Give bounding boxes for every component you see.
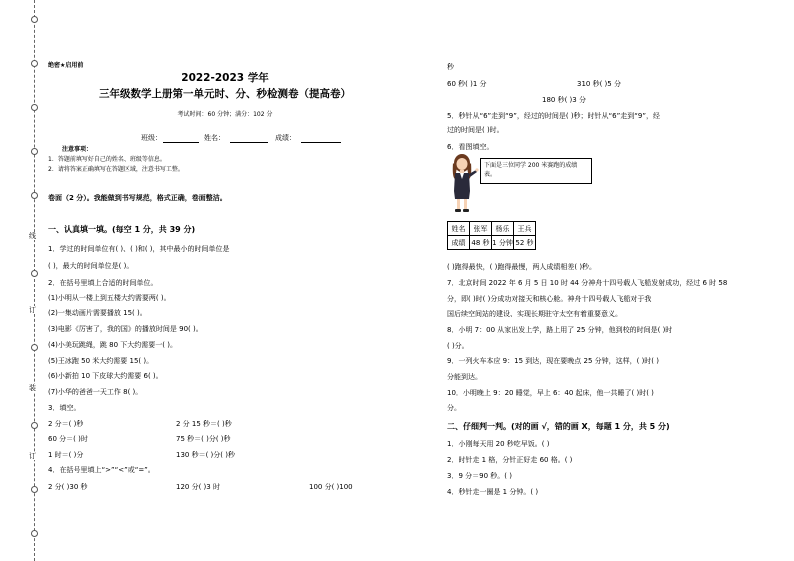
question-text: 180 秒( )3 分 xyxy=(542,96,586,104)
question-text: 国后续空间站的建设、实现长期驻守太空有着重要意义。 xyxy=(447,310,622,318)
question-text: (7)小华的爸爸一天工作 8( )。 xyxy=(48,388,143,396)
notes-line: 2．请将答案正确填写在答题区域，注意书写工整。 xyxy=(48,166,184,173)
question-text: 1．学过的时间单位有( )、( )和( )，其中最小的时间单位是 xyxy=(48,245,230,253)
question-text: 2 分＝( )秒 xyxy=(48,420,84,428)
question-text: (3)电影《厉害了，我的国》的播放时间是 90( )。 xyxy=(48,325,203,333)
binding-mark-install: 装 xyxy=(29,384,36,392)
question-text: 3．9 分＝90 秒。( ) xyxy=(447,472,512,480)
table-cell: 52 秒 xyxy=(514,236,536,250)
binding-mark-order: 订 xyxy=(29,452,36,460)
binding-circle xyxy=(31,270,37,276)
question-text: (5)王冰跑 50 米大约需要 15( )。 xyxy=(48,357,154,365)
secret-label: 绝密★启用前 xyxy=(48,62,84,69)
binding-circle xyxy=(31,422,37,428)
question-text: 9．一列火车本应 9：15 到达，现在要晚点 25 分钟，这样，( )时( ) xyxy=(447,357,659,365)
question-text: 6．看图填空。 xyxy=(447,143,494,151)
table-cell: 1 分钟 xyxy=(492,236,514,250)
question-text: 分，即( )时( )分成功对接天和核心舱。神舟十四号载人飞船对于我 xyxy=(447,295,652,303)
question-text: (2)一集动画片需要播放 15( )。 xyxy=(48,309,147,317)
table-header-cell: 王兵 xyxy=(514,222,536,236)
name-label: 姓名： xyxy=(204,134,225,142)
speech-bubble-text: 下面是三位同学 200 米赛跑的成绩表。 xyxy=(484,162,578,178)
question-text: 2 分 15 秒＝( )秒 xyxy=(176,420,232,428)
question-text: 1 时＝( )分 xyxy=(48,451,84,459)
binding-circle xyxy=(31,344,37,350)
teacher-illustration xyxy=(446,153,480,213)
question-text: 7．北京时间 2022 年 6 月 5 日 10 时 44 分神舟十四号载人飞船发射成功，经过 6 时 58 xyxy=(447,279,728,287)
question-text: 10．小明晚上 9：20 睡觉，早上 6：40 起床，他一共睡了( )时( ) xyxy=(447,389,654,397)
question-text: 310 秒( )5 分 xyxy=(577,80,621,88)
question-text: 75 秒＝( )分( )秒 xyxy=(176,435,231,443)
question-text: 2．时针走 1 格，分针正好走 60 格。( ) xyxy=(447,456,573,464)
name-field[interactable] xyxy=(230,142,268,143)
question-text: 130 秒＝( )分( )秒 xyxy=(176,451,235,459)
binding-mark-line: 线 xyxy=(29,232,36,240)
section2-heading: 二、仔细判一判。(对的画 √，错的画 X，每题 1 分，共 5 分) xyxy=(447,422,670,431)
neatness-note: 卷面（2 分）。我能做到书写规范，格式正确，卷面整洁。 xyxy=(48,194,227,202)
table-cell: 48 秒 xyxy=(470,236,492,250)
question-text: 60 秒( )1 分 xyxy=(447,80,487,88)
notes-heading: 注意事项： xyxy=(62,146,93,153)
question-text: ( )，最大的时间单位是( )。 xyxy=(48,262,134,270)
exam-year: 2022-2023 学年 xyxy=(181,72,269,84)
question-text: (6)小新拍 10 下皮球大约需要 6( )。 xyxy=(48,372,163,380)
question-text: 2．在括号里填上合适的时间单位。 xyxy=(48,279,158,287)
table-header-cell: 杨乐 xyxy=(492,222,514,236)
binding-circle xyxy=(31,148,37,154)
class-label: 班级： xyxy=(141,134,162,142)
question-text: ( )跑得最快，( )跑得最慢，两人成绩相差( )秒。 xyxy=(447,263,597,271)
question-text: 过的时间是( )时。 xyxy=(447,126,504,134)
question-text: 5．秒针从“6”走到“9”，经过的时间是( )秒；时针从“6”走到“9”，经 xyxy=(447,112,660,120)
binding-circle xyxy=(31,530,37,536)
table-cell: 成绩 xyxy=(448,236,470,250)
binding-circle xyxy=(31,192,37,198)
question-text: 1．小刚每天用 20 秒吃早饭。( ) xyxy=(447,440,550,448)
question-text: ( )分。 xyxy=(447,342,469,350)
question-text: 3．填空。 xyxy=(48,404,81,412)
question-text: 4．在括号里填上“>”“<”或“=”。 xyxy=(48,466,155,474)
binding-circle xyxy=(31,104,37,110)
score-table xyxy=(447,221,536,250)
exam-title: 三年级数学上册第一单元时、分、秒检测卷（提高卷） xyxy=(99,88,351,100)
question-text: 100 分( )100 xyxy=(309,483,353,491)
notes-line: 1．答题前填写好自己的姓名、班级等信息。 xyxy=(48,156,166,163)
question-text: 4．秒针走一圈是 1 分钟。( ) xyxy=(447,488,539,496)
question-text: 120 分( )3 时 xyxy=(176,483,220,491)
score-field[interactable] xyxy=(301,142,341,143)
table-header-cell: 张军 xyxy=(470,222,492,236)
exam-info: 考试时间：60 分钟；满分：102 分 xyxy=(177,111,273,118)
binding-circle xyxy=(31,16,37,22)
question-text: 60 分＝( )时 xyxy=(48,435,88,443)
speech-bubble xyxy=(480,158,592,184)
binding-circle xyxy=(31,60,37,66)
binding-mark-order: 订 xyxy=(29,306,36,314)
score-label: 成绩： xyxy=(275,134,296,142)
question-text: 分。 xyxy=(447,404,461,412)
section1-heading: 一、认真填一填。(每空 1 分，共 39 分) xyxy=(48,225,196,234)
question-text: 分能到达。 xyxy=(447,373,482,381)
question-text: 2 分( )30 秒 xyxy=(48,483,88,491)
table-row xyxy=(448,222,536,236)
class-field[interactable] xyxy=(163,142,199,143)
binding-circle xyxy=(31,486,37,492)
table-row xyxy=(448,236,536,250)
question-text: (4)小美玩跳绳，跳 80 下大约需要一( )。 xyxy=(48,341,177,349)
question-text: (1)小明从一楼上到五楼大约需要两( )。 xyxy=(48,294,171,302)
question-text: 8．小明 7：00 从家出发上学，路上用了 25 分钟，他到校的时间是( )时 xyxy=(447,326,673,334)
question-text: 秒 xyxy=(447,63,454,71)
table-header-cell: 姓名 xyxy=(448,222,470,236)
